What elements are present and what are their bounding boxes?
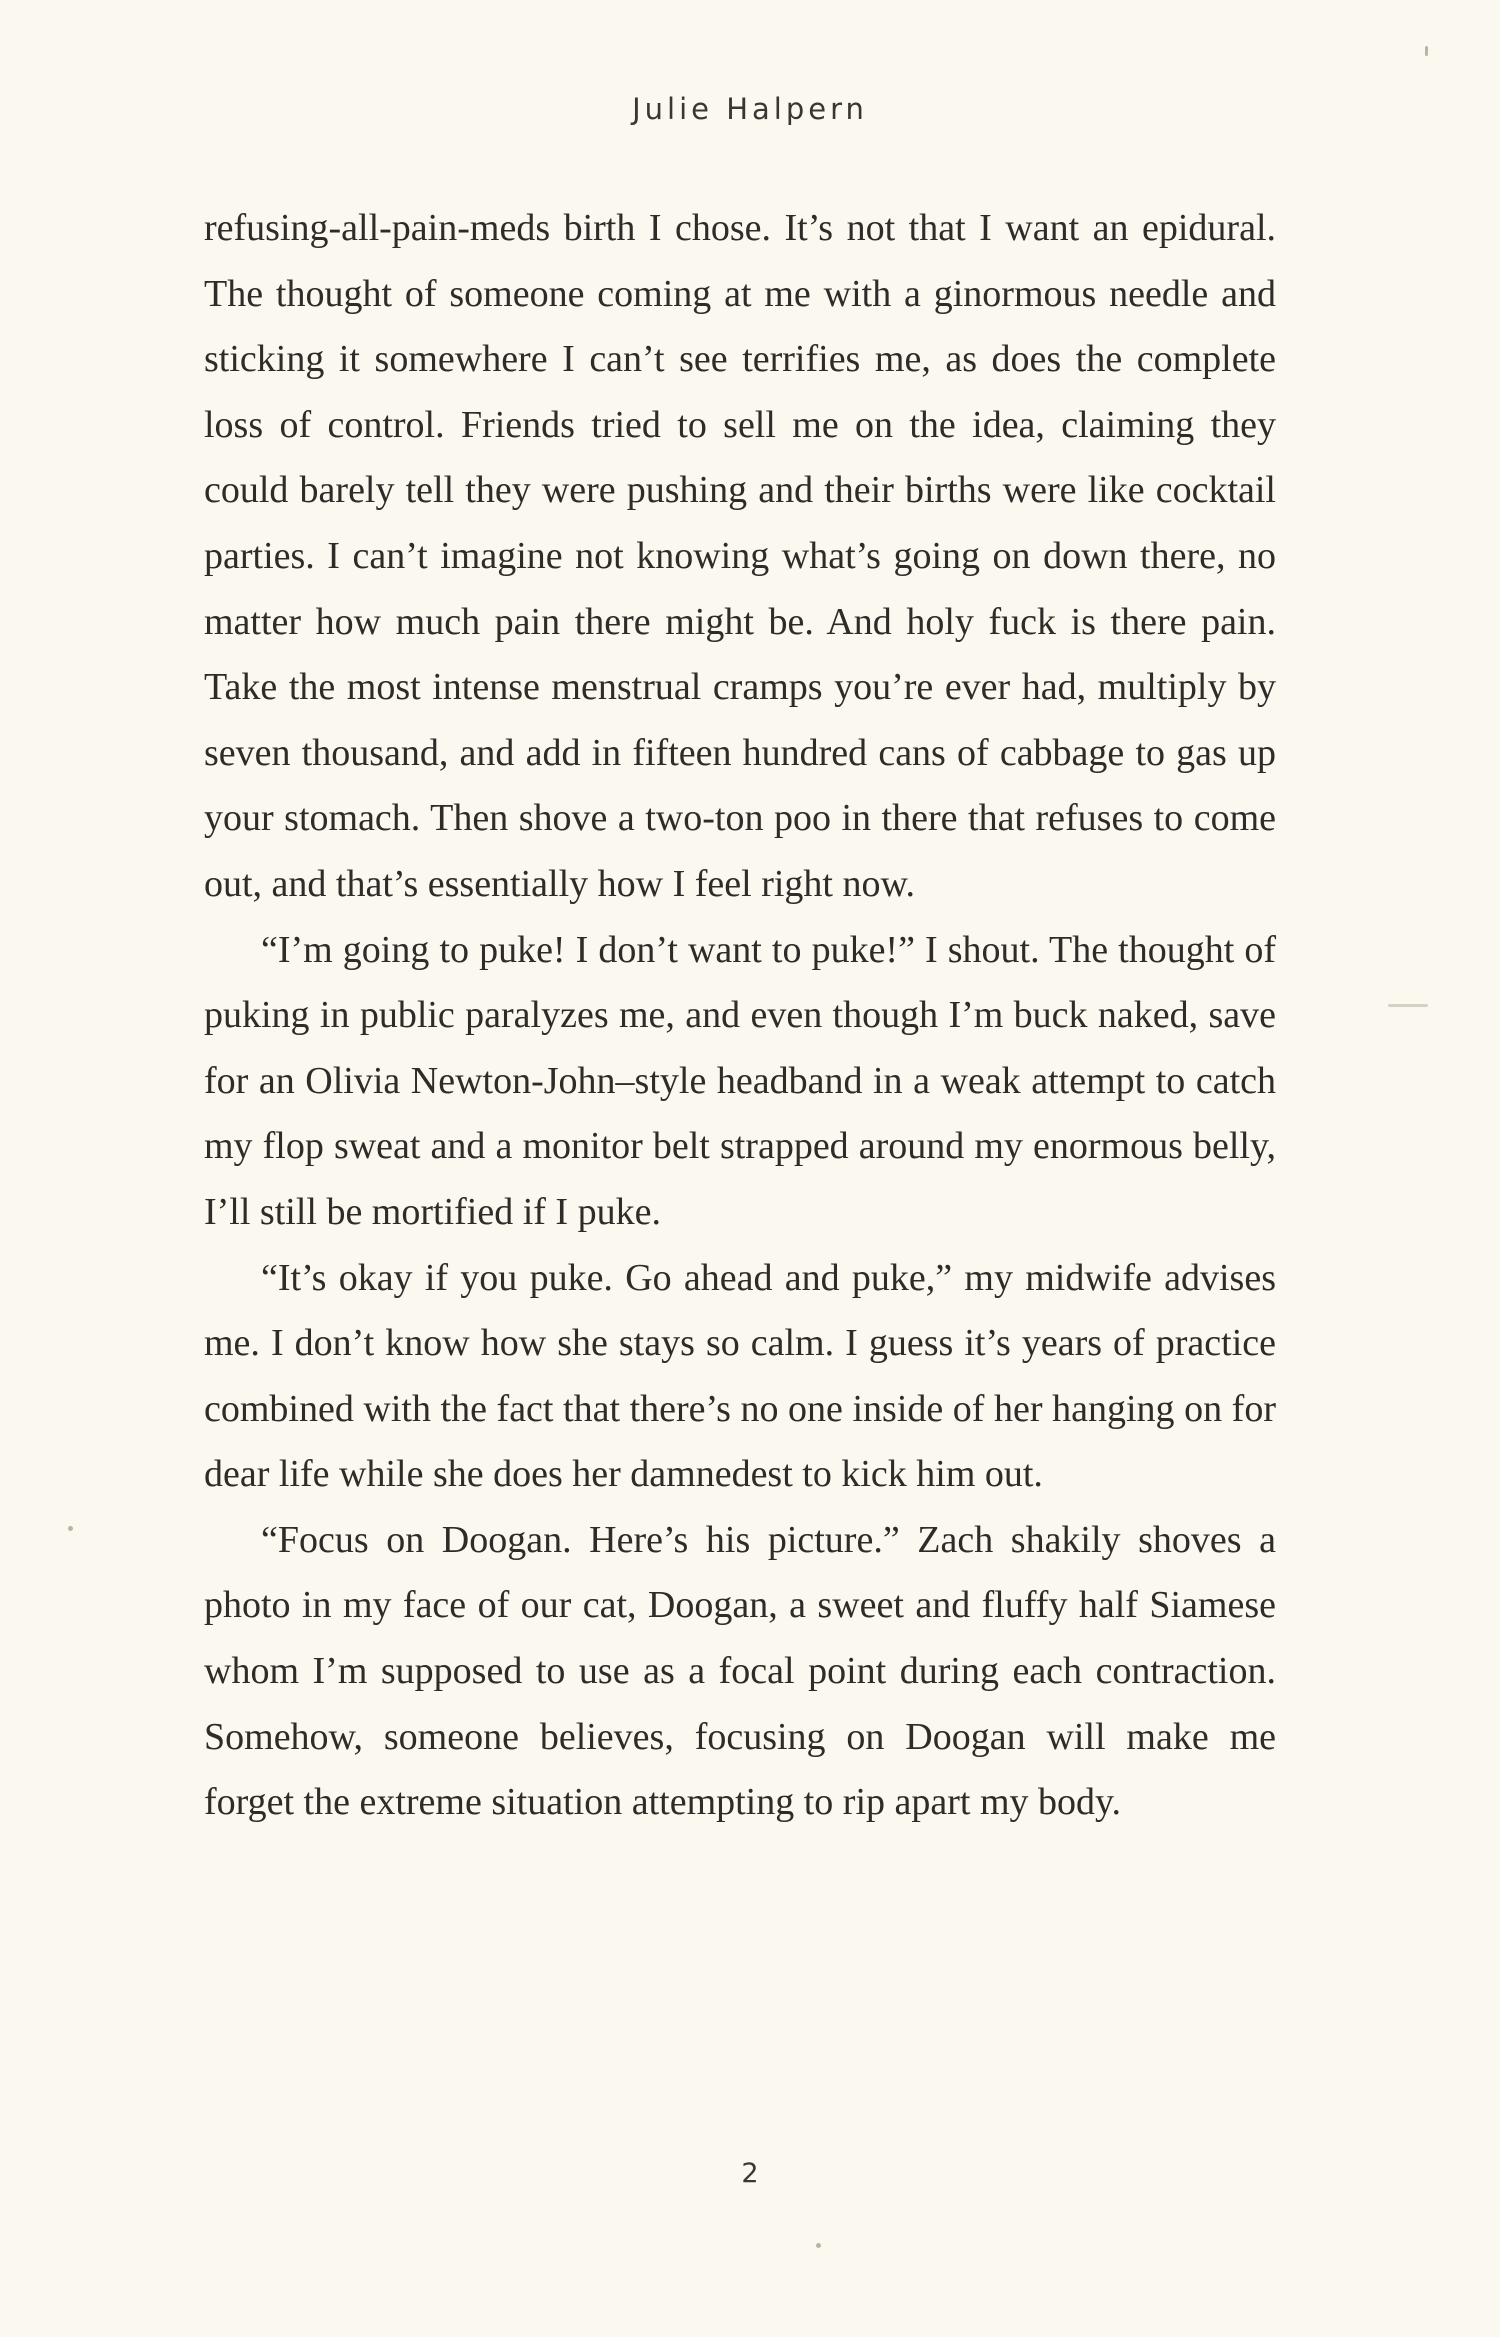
running-head: Julie Halpern (632, 92, 868, 126)
paragraph: refusing-all-pain-meds birth I chose. It’s not that I want an epidural. The thought of someone coming at me with a ginormous needle and sticking it somewhere I can’t see terrifies me, as does the complete loss of control. Friends tried to sell me on the idea, claiming they could barely tell they were pushing and their births were like cocktail parties. I can’t imagine not knowing what’s going on down there, no matter how much pain there might be. And holy fuck is there pain. Take the most intense menstrual cramps you’re ever had, multiply by seven thousand, and add in fifteen hundred cans of cabbage to gas up your stomach. Then shove a two-ton poo in there that refuses to come out, and that’s essentially how I feel right now. (204, 207, 1276, 905)
paper-speck (1425, 46, 1428, 56)
paragraph: “Focus on Doogan. Here’s his picture.” Zach shakily shoves a photo in my face of our cat, Doogan, a sweet and fluffy half Siamese whom I’m supposed to use as a focal point during each contraction. Somehow, someone believes, focusing on Doogan will make me forget the extreme situation attempting to rip apart my body. (204, 1518, 1276, 1824)
paper-speck (816, 2243, 821, 2248)
body-text (204, 196, 1276, 1836)
paragraph: “I’m going to puke! I don’t want to puke!” I shout. The thought of puking in public paralyzes me, and even though I’m buck naked, save for an Olivia Newton-John–style headband in a weak attempt to catch my flop sweat and a monitor belt strapped around my enormous belly, I’ll still be mortified if I puke. (204, 928, 1276, 1233)
paper-speck (68, 1526, 73, 1531)
paragraph: “It’s okay if you puke. Go ahead and puke,” my midwife advises me. I don’t know how she stays so calm. I guess it’s years of practice combined with the fact that there’s no one inside of her hanging on for dear life while she does her damnedest to kick him out. (204, 1256, 1276, 1496)
page-number: 2 (741, 2158, 759, 2189)
paper-speck (1388, 1004, 1428, 1007)
